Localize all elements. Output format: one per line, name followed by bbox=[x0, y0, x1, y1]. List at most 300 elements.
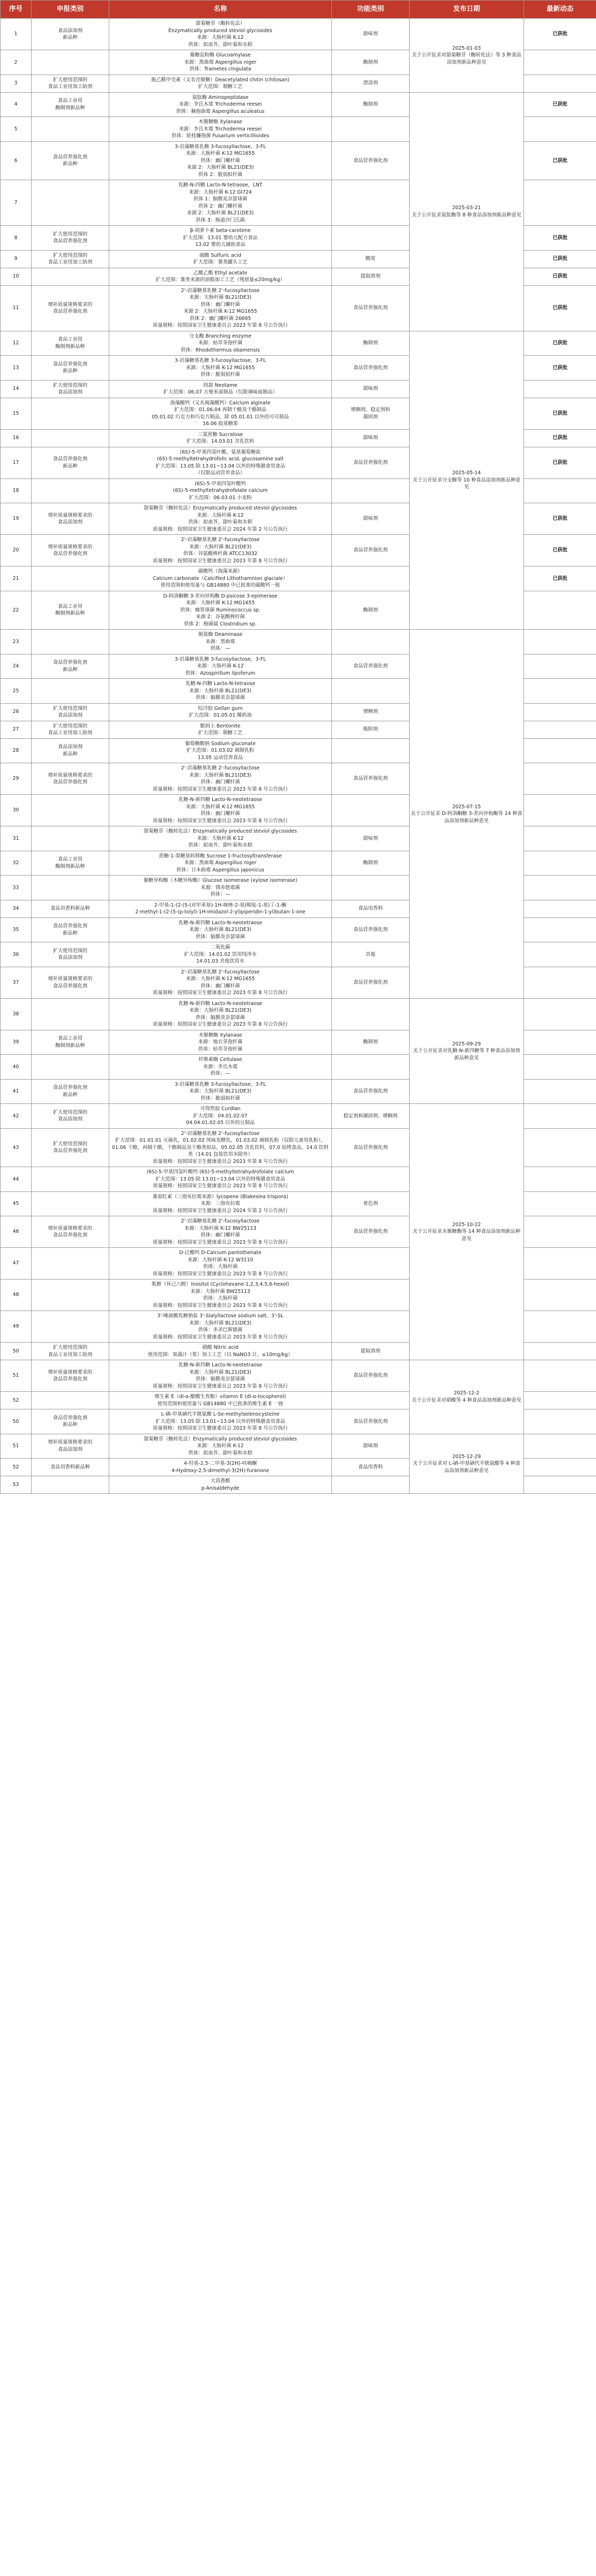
row-category: 扩大使用范围的 食品添加剂 bbox=[32, 380, 109, 398]
row-status bbox=[524, 1030, 596, 1055]
row-name bbox=[109, 447, 332, 478]
row-function bbox=[332, 876, 410, 900]
row-number: 6 bbox=[1, 141, 32, 180]
row-category bbox=[32, 268, 109, 285]
row-number: 31 bbox=[1, 826, 32, 851]
name-line: 质量规格：按照国家卫生健康委员会 2024 年第 2 号公告执行 bbox=[153, 526, 288, 532]
row-function: 酶制剂 bbox=[332, 1030, 410, 1055]
row-category: 食品工业用 酶制剂新品种 bbox=[32, 92, 109, 117]
name-line: β-胡萝卜素 beta-carotene bbox=[190, 228, 251, 234]
row-name bbox=[109, 703, 332, 721]
row-status bbox=[524, 795, 596, 826]
table-row bbox=[1, 19, 596, 50]
name-line: 14.01.03 其他饮用水 bbox=[196, 958, 244, 964]
row-name bbox=[109, 1392, 332, 1409]
row-function: 酶制剂 bbox=[332, 331, 410, 356]
name-line: 结冷胶 Gellan gum bbox=[198, 705, 243, 711]
row-category bbox=[32, 1311, 109, 1343]
name-line: 来源：黑曲霉 bbox=[205, 638, 235, 645]
row-category: 食品工业用 酶制剂新品种 bbox=[32, 591, 109, 630]
name-line: 来源：大肠杆菌 K-12 bbox=[197, 835, 244, 841]
row-function: 食品营养强化剂 bbox=[332, 654, 410, 679]
name-line: 硝酸 Nitric acid bbox=[202, 1345, 239, 1350]
row-name bbox=[109, 141, 332, 180]
name-line: 供体：幽门螺杆菌 bbox=[200, 1232, 240, 1238]
row-name bbox=[109, 356, 332, 381]
name-line: 供体：拟南芥、甜叶菊和水稻 bbox=[188, 41, 253, 48]
row-name bbox=[109, 1104, 332, 1129]
row-date: 2025-12-2 关于公开征求对硝酸等 4 种食品添加剂新品种意见 bbox=[410, 1360, 524, 1434]
name-line: 质量规格：按照国家卫生健康委员会 2024 年第 2 号公告执行 bbox=[153, 1207, 288, 1214]
row-name bbox=[109, 1167, 332, 1192]
name-line: 海藻酸钙（又名褐藻酸钙）Calcium alginate bbox=[170, 400, 271, 406]
row-function bbox=[332, 226, 410, 251]
table-header bbox=[1, 1, 596, 19]
row-function: 酸度 bbox=[332, 250, 410, 268]
row-category: 食品营养强化剂 新品种 bbox=[32, 1079, 109, 1104]
row-date: 2025-12-29 关于公开征求对 L-硒-甲基硒代半胱氨酸等 4 种食品添加剂新品种意见 bbox=[410, 1434, 524, 1494]
name-line: 质量规格：按照国家卫生健康委员会 2023 年第 8 号公告执行 bbox=[153, 786, 288, 792]
name-line: 质量规格：按照国家卫生健康委员会 2023 年第 8 号公告执行 bbox=[153, 990, 288, 996]
row-status bbox=[524, 117, 596, 142]
row-category: 增补质量规格要求的 食品营养强化剂 bbox=[32, 1216, 109, 1248]
row-category: 扩大使用范围的 食品添加剂 bbox=[32, 703, 109, 721]
row-status bbox=[524, 1104, 596, 1129]
row-number: 28 bbox=[1, 738, 32, 763]
row-status bbox=[524, 1216, 596, 1248]
name-line: 来源：黑曲霉 Aspergillus niger bbox=[184, 59, 257, 65]
row-number: 15 bbox=[1, 398, 32, 429]
row-status bbox=[524, 1311, 596, 1343]
row-name bbox=[109, 1216, 332, 1248]
row-function: 甜味剂 bbox=[332, 380, 410, 398]
name-line: 来源：李氏木霉 Trichoderma reesei bbox=[179, 126, 262, 132]
name-line: 供体：枯草芽孢杆菌 bbox=[198, 1046, 243, 1052]
row-number: 40 bbox=[1, 1055, 32, 1080]
name-line: 来源：大肠杆菌 BW25113 bbox=[190, 1288, 251, 1294]
row-function: 澄清剂 bbox=[332, 75, 410, 92]
row-status: 已获批 bbox=[524, 226, 596, 251]
row-status bbox=[524, 900, 596, 918]
row-status: 已获批 bbox=[524, 503, 596, 535]
row-category: 扩大使用范围的 食品工业用加工助剂 bbox=[32, 721, 109, 738]
name-line: 来源：大肠杆菌 K-12 bbox=[197, 1443, 244, 1449]
row-category: 扩大使用范围的 食品营养强化剂 bbox=[32, 1128, 109, 1167]
name-line: 扩大范围：06.03.01 小麦粉 bbox=[188, 494, 252, 501]
row-name bbox=[109, 1409, 332, 1434]
name-line: 质量规格：按照国家卫生健康委员会 2023 年第 8 号公告执行 bbox=[153, 818, 288, 824]
name-line: 来源：李氏木霉 bbox=[203, 1064, 238, 1070]
row-function: 食品用香料 bbox=[332, 900, 410, 918]
row-name bbox=[109, 268, 332, 285]
row-category bbox=[32, 429, 109, 447]
row-name bbox=[109, 1079, 332, 1104]
row-category bbox=[32, 1167, 109, 1192]
name-line: 供体：幽门螺杆菌 bbox=[200, 983, 240, 989]
row-status bbox=[524, 1279, 596, 1311]
row-status bbox=[524, 180, 596, 226]
row-category: 食品添加剂 新品种 bbox=[32, 738, 109, 763]
row-name bbox=[109, 429, 332, 447]
row-function: 酶制剂 bbox=[332, 851, 410, 876]
row-category: 食品营养强化剂 新品种 bbox=[32, 1409, 109, 1434]
name-line: 供体：幽门螺杆菌 bbox=[200, 157, 240, 164]
row-category: 食品工业用 酶制剂新品种 bbox=[32, 851, 109, 876]
name-line: (6S)-5-甲基四氢叶酸钙 (6S)-5-methyltetrahydrofolate calcium bbox=[147, 1169, 294, 1175]
name-line: 质量规格：按照国家卫生健康委员会 2023 年第 8 号公告执行 bbox=[153, 1425, 288, 1431]
name-line: 质量规格：按照国家卫生健康委员会 2023 年第 8 号公告执行 bbox=[153, 558, 288, 564]
row-number: 26 bbox=[1, 703, 32, 721]
name-line: 来源：大肠杆菌 BL21(DE3) bbox=[189, 544, 252, 550]
row-name bbox=[109, 900, 332, 918]
row-name bbox=[109, 503, 332, 535]
row-category: 食品营养强化剂 新品种 bbox=[32, 356, 109, 381]
row-function: 增稠剂、稳定剂和 凝固剂 bbox=[332, 398, 410, 429]
row-status bbox=[524, 1248, 596, 1279]
row-status bbox=[524, 630, 596, 654]
row-name bbox=[109, 1248, 332, 1279]
row-category bbox=[32, 1248, 109, 1279]
name-line: 三氯蔗糖 Sucralose bbox=[197, 431, 243, 438]
table-row bbox=[1, 331, 596, 356]
name-line: 扩大范围：制糖工艺 bbox=[198, 730, 243, 736]
row-number: 30 bbox=[1, 795, 32, 826]
name-line: 2'-岩藻糖基乳糖 2'-fucosyllactose bbox=[181, 1130, 260, 1137]
row-name bbox=[109, 1311, 332, 1343]
name-line: 来源：大肠杆菌 BL21(DE3) bbox=[189, 927, 252, 933]
name-line: 使用范围：果蔬汁（浆）加工工艺（以 NaNO3 计，≤10mg/kg） bbox=[148, 1351, 293, 1358]
row-status bbox=[524, 1476, 596, 1494]
row-function: 食品营养强化剂 bbox=[332, 1360, 410, 1392]
row-category bbox=[32, 876, 109, 900]
name-line: 供体 2：脆弱拟杆菌 bbox=[198, 171, 243, 178]
row-category bbox=[32, 1476, 109, 1494]
name-line: Enzymatically produced steviol glycosides bbox=[168, 27, 272, 34]
name-line: L-硒-甲基硒代半胱氨酸 L-Se-methylselenocysteine bbox=[161, 1411, 280, 1417]
row-number: 37 bbox=[1, 967, 32, 998]
row-number: 38 bbox=[1, 998, 32, 1030]
name-line: p-Anisaldehyde bbox=[201, 1485, 240, 1491]
row-function: 食品营养强化剂 bbox=[332, 1216, 410, 1248]
row-status: 已获批 bbox=[524, 331, 596, 356]
name-line: 氨肽酶 Aminopeptidase bbox=[192, 94, 249, 100]
row-status bbox=[524, 1055, 596, 1080]
row-number: 46 bbox=[1, 1216, 32, 1248]
col-header-category: 申报类别 bbox=[32, 1, 109, 19]
row-status: 已获批 bbox=[524, 429, 596, 447]
row-status bbox=[524, 1167, 596, 1192]
row-name bbox=[109, 380, 332, 398]
name-line: 来源：大肠杆菌 BL21(DE3) bbox=[189, 1320, 252, 1326]
name-line: 扩大范围：薯类来源的油脂加工工艺（残留量≤20mg/kg） bbox=[155, 277, 285, 283]
row-number: 41 bbox=[1, 1079, 32, 1104]
name-line: 分支酶 Branching enzyme bbox=[189, 333, 252, 339]
row-category bbox=[32, 1191, 109, 1216]
row-category bbox=[32, 679, 109, 704]
row-name bbox=[109, 1343, 332, 1360]
row-status bbox=[524, 942, 596, 967]
row-function: 食品营养强化剂 bbox=[332, 535, 410, 566]
name-line: 质量规格：按照国家卫生健康委员会 2023 年第 8 号公告执行 bbox=[153, 1271, 288, 1277]
row-number: 49 bbox=[1, 1311, 32, 1343]
row-name bbox=[109, 1360, 332, 1392]
name-line: 供体：— bbox=[210, 1071, 230, 1076]
row-number: 25 bbox=[1, 679, 32, 704]
row-name bbox=[109, 851, 332, 876]
row-status: 已获批 bbox=[524, 19, 596, 50]
name-line: 番茄红素（三孢布拉霉来源）lycopene (Blakeslea trispora) bbox=[152, 1194, 288, 1200]
name-line: 供体：Trametes cingulata bbox=[189, 66, 252, 72]
name-line: 蔗糖-1-果糖基转移酶 Sucrose 1-fructosyltransferase bbox=[158, 853, 282, 859]
table-row bbox=[1, 1104, 596, 1129]
name-line: 脱乙酰甲壳素（又名壳聚糖）Deacetylated chitin (chitosan) bbox=[151, 77, 289, 83]
name-line: 4-Hydroxy-2,5-dimethyl-3(2H)-furanone bbox=[171, 1467, 269, 1474]
row-number: 8 bbox=[1, 226, 32, 251]
name-line: 2'-岩藻糖基乳糖 2'-fucosyllactose bbox=[181, 537, 260, 543]
row-status bbox=[524, 763, 596, 795]
row-status bbox=[524, 380, 596, 398]
row-category bbox=[32, 826, 109, 851]
row-number: 43 bbox=[1, 1128, 32, 1167]
row-number: 22 bbox=[1, 591, 32, 630]
row-status bbox=[524, 1343, 596, 1360]
row-number: 52 bbox=[1, 1459, 32, 1476]
name-line: 来源：李氏木霉 Trichoderma reesei bbox=[179, 101, 262, 107]
name-line: 扩大范围：01.05.01 稀奶油 bbox=[188, 712, 252, 718]
name-line: (6S)-5-methyltetrahydrofolic acid, glucosamine salt bbox=[157, 456, 284, 462]
row-name bbox=[109, 285, 332, 331]
row-number: 2 bbox=[1, 50, 32, 75]
row-category bbox=[32, 117, 109, 142]
row-function: 甜味剂 bbox=[332, 19, 410, 50]
row-date: 2025-05-14 关于公开征求分支酶等 10 种食品添加剂新品种意见 bbox=[410, 331, 524, 630]
name-line: 质量规格：按照国家卫生健康委员会 2023 年第 8 号公告执行 bbox=[153, 323, 288, 328]
row-name bbox=[109, 1279, 332, 1311]
row-function: 着色剂 bbox=[332, 1191, 410, 1216]
row-function: 其他 bbox=[332, 942, 410, 967]
row-function bbox=[332, 630, 410, 654]
name-line: 乙酸乙酯 Ethyl acetate bbox=[193, 270, 248, 276]
row-number: 51 bbox=[1, 1434, 32, 1459]
name-line: (6S)-5-methyltetrahydrofolate calcium bbox=[173, 488, 268, 493]
row-number: 24 bbox=[1, 654, 32, 679]
col-header-name: 名称 bbox=[109, 1, 332, 19]
row-name bbox=[109, 967, 332, 998]
name-line: 来源：大肠杆菌 K-12 MG1655 bbox=[185, 151, 255, 156]
name-line: 13.05 运动营养食品 bbox=[197, 754, 243, 761]
name-line: 膨润土 Bentonite bbox=[200, 723, 241, 729]
row-category bbox=[32, 180, 109, 226]
row-function bbox=[332, 117, 410, 142]
row-category: 食品用香料新品种 bbox=[32, 1459, 109, 1476]
name-line: 扩大范围：13.05 除 13.01~13.04 以外的特殊膳食用食品 bbox=[155, 1418, 285, 1424]
name-line: 来源：枯草芽孢杆菌 bbox=[198, 340, 243, 346]
row-category: 扩大使用范围的 食品工业用加工助剂 bbox=[32, 250, 109, 268]
row-name bbox=[109, 763, 332, 795]
row-function bbox=[332, 1392, 410, 1409]
name-line: 来源：地衣芽孢杆菌 bbox=[198, 1039, 243, 1045]
row-function bbox=[332, 1279, 410, 1311]
row-name bbox=[109, 876, 332, 900]
row-status bbox=[524, 654, 596, 679]
row-name bbox=[109, 591, 332, 630]
row-number: 44 bbox=[1, 1167, 32, 1192]
col-header-status: 最新动态 bbox=[524, 1, 596, 19]
row-status: 已获批 bbox=[524, 250, 596, 268]
name-line: 乳糖-N-新四糖 Lacto-N-neotetraose bbox=[178, 1000, 263, 1007]
row-status bbox=[524, 721, 596, 738]
row-function: 酶制剂 bbox=[332, 591, 410, 630]
name-line: 木聚糖酶 Xylanase bbox=[198, 1032, 242, 1038]
header-row bbox=[1, 1, 596, 19]
name-line: 来源：大肠杆菌 K-12 BW25113 bbox=[184, 1225, 257, 1231]
row-status: 已获批 bbox=[524, 447, 596, 478]
row-function: 甜味剂 bbox=[332, 826, 410, 851]
row-function: 提取溶剂 bbox=[332, 268, 410, 285]
row-function bbox=[332, 566, 410, 591]
name-line: 扩大范围：13.01 婴幼儿配方食品 bbox=[183, 235, 258, 241]
name-line: 扩大范围：13.05 除 13.01~13.04 以外的特殊膳食用食品 bbox=[155, 463, 285, 469]
row-number: 3 bbox=[1, 75, 32, 92]
row-number: 53 bbox=[1, 1476, 32, 1494]
row-name bbox=[109, 1191, 332, 1216]
row-function: 增稠剂 bbox=[332, 703, 410, 721]
row-number: 27 bbox=[1, 721, 32, 738]
row-status: 已获批 bbox=[524, 268, 596, 285]
name-line: 来源：大肠杆菌 BL21(DE3) bbox=[189, 295, 252, 300]
name-line: 来源：大肠杆菌 K-12 bbox=[197, 512, 244, 518]
row-name bbox=[109, 1459, 332, 1476]
row-status bbox=[524, 1360, 596, 1392]
name-line: 供体 3：肠道沙门氏菌 bbox=[196, 217, 245, 223]
row-number: 4 bbox=[1, 92, 32, 117]
name-line: 质量规格：按照国家卫生健康委员会 2023 年第 8 号公告执行 bbox=[153, 1183, 288, 1189]
row-number: 34 bbox=[1, 900, 32, 918]
row-status bbox=[524, 1409, 596, 1434]
name-line: 供体：幽门螺杆菌 bbox=[200, 811, 240, 817]
row-status bbox=[524, 75, 596, 92]
name-line: 供体：Azospirillum lipoferum bbox=[185, 670, 256, 676]
row-name bbox=[109, 1128, 332, 1167]
row-number: 21 bbox=[1, 566, 32, 591]
row-function: 食品营养强化剂 bbox=[332, 918, 410, 942]
row-function: 食品营养强化剂 bbox=[332, 1409, 410, 1434]
name-line: 供体：瘤胃球菌 Ruminococcus sp. bbox=[180, 607, 260, 613]
row-category: 增补质量规格要求的 食品营养强化剂 bbox=[32, 1360, 109, 1392]
row-status: 已获批 bbox=[524, 535, 596, 566]
row-function: 酶制剂 bbox=[332, 50, 410, 75]
row-function: 甜味剂 bbox=[332, 429, 410, 447]
row-name bbox=[109, 998, 332, 1030]
name-line: 供体 2：梭菌属 Clostridium sp. bbox=[184, 621, 257, 627]
row-function bbox=[332, 478, 410, 503]
row-function: 食品营养强化剂 bbox=[332, 141, 410, 180]
name-line: 纤维素酶 Cellulase bbox=[198, 1057, 242, 1063]
row-function bbox=[332, 738, 410, 763]
row-category bbox=[32, 1055, 109, 1080]
name-line: 05.01.02 巧克力和巧克力制品，除 05.01.01 以外的可可制品 bbox=[152, 414, 289, 420]
row-function: 甜味剂 bbox=[332, 503, 410, 535]
name-line: 3-岩藻糖基乳糖 3-fucosyllactose，3-FL bbox=[175, 358, 266, 363]
row-number: 1 bbox=[1, 19, 32, 50]
row-name bbox=[109, 535, 332, 566]
row-number: 52 bbox=[1, 1392, 32, 1409]
col-header-date: 发布日期 bbox=[410, 1, 524, 19]
row-category: 增补质量规格要求的 食品营养强化剂 bbox=[32, 967, 109, 998]
row-name bbox=[109, 942, 332, 967]
name-line: (6S)-5-甲基四氢叶酸钙 bbox=[195, 481, 246, 487]
name-line: 供体：脑膜炎奈瑟球菌 bbox=[195, 934, 245, 940]
row-category bbox=[32, 50, 109, 75]
name-line: 可得然胶 Curdlan bbox=[200, 1106, 241, 1112]
row-name bbox=[109, 478, 332, 503]
name-line: 乳糖-N-新四糖 Lacto-N-neotetraose bbox=[178, 920, 263, 926]
row-category: 扩大使用范围的 食品工业用加工助剂 bbox=[32, 1343, 109, 1360]
row-category bbox=[32, 478, 109, 503]
row-status: 已获批 bbox=[524, 356, 596, 381]
row-status bbox=[524, 998, 596, 1030]
row-date: 2025-01-03 关于公开征求对甜菊糖苷（酶转化法）等 3 种食品添加剂新品种意见 bbox=[410, 19, 524, 93]
row-number: 23 bbox=[1, 630, 32, 654]
name-line: 供体：大肠杆菌 bbox=[203, 1264, 238, 1270]
name-line: 2'-岩藻糖基乳糖 2'-fucosyllactose bbox=[181, 765, 260, 771]
name-line: 供体：脑膜炎奈瑟球菌 bbox=[195, 695, 245, 701]
name-line: 来源 2：大肠杆菌 BL21(DE3) bbox=[186, 165, 254, 170]
name-line: (6S)-5-甲基四氢叶酸，氨基葡萄糖盐 bbox=[180, 449, 261, 455]
row-function: 酶制剂 bbox=[332, 92, 410, 117]
name-line: 供体：大肠杆菌 bbox=[203, 1296, 238, 1301]
row-function: 甜味剂 bbox=[332, 1434, 410, 1459]
row-function bbox=[332, 1476, 410, 1494]
row-category bbox=[32, 998, 109, 1030]
name-line: 扩大范围：13.05 除 13.01~13.04 以外的特殊膳食用食品 bbox=[155, 1176, 285, 1182]
row-status: 已获批 bbox=[524, 141, 596, 180]
name-line: 来源 2：谷氨酸棒杆菌 bbox=[196, 614, 245, 620]
name-line: 使用范围和使用量与 GB14880 中已批准的碳酸钙一致 bbox=[161, 583, 280, 588]
name-line: 葡糖异构酶（木糖异构酶）Glucose isomerase (xylose isomerase) bbox=[143, 878, 297, 883]
name-line: 来源：大肠杆菌 BL21(DE3) bbox=[189, 1088, 252, 1094]
name-line: 二氧化碳 bbox=[210, 944, 230, 950]
name-line: 供体：脑膜炎奈瑟球菌 bbox=[195, 1376, 245, 1382]
row-function bbox=[332, 1311, 410, 1343]
name-line: 2'-岩藻糖基乳糖 2'-fucosyllactose bbox=[181, 969, 260, 975]
name-line: 扩大范围：14.03.01 含乳饮料 bbox=[186, 439, 254, 444]
row-name bbox=[109, 1030, 332, 1055]
row-status bbox=[524, 738, 596, 763]
row-status bbox=[524, 851, 596, 876]
col-header-number: 序号 bbox=[1, 1, 32, 19]
row-category: 扩大使用范围的 食品添加剂 bbox=[32, 942, 109, 967]
name-line: 纽甜 Neotame bbox=[203, 382, 238, 388]
name-line: 扩大范围：14.01.02 饮用纯净水 bbox=[184, 951, 257, 957]
row-function bbox=[332, 1055, 410, 1080]
name-line: 供体 2：幽门螺杆菌 bbox=[198, 203, 243, 209]
name-line: 来源：大肠杆菌 K-12 GI724 bbox=[188, 189, 252, 195]
name-line: 供体：脑膜炎奈瑟球菌 bbox=[195, 1014, 245, 1021]
row-status bbox=[524, 1191, 596, 1216]
row-name bbox=[109, 398, 332, 429]
row-name bbox=[109, 1434, 332, 1459]
row-name bbox=[109, 117, 332, 142]
row-function: 食品用香料 bbox=[332, 1459, 410, 1476]
row-number: 51 bbox=[1, 1360, 32, 1392]
row-status bbox=[524, 918, 596, 942]
row-status: 已获批 bbox=[524, 398, 596, 429]
row-number: 33 bbox=[1, 876, 32, 900]
row-category: 食品工业用 酶制剂新品种 bbox=[32, 331, 109, 356]
row-status bbox=[524, 1392, 596, 1409]
name-line: 来源：大肠杆菌 BL21(DE3) bbox=[189, 688, 252, 694]
